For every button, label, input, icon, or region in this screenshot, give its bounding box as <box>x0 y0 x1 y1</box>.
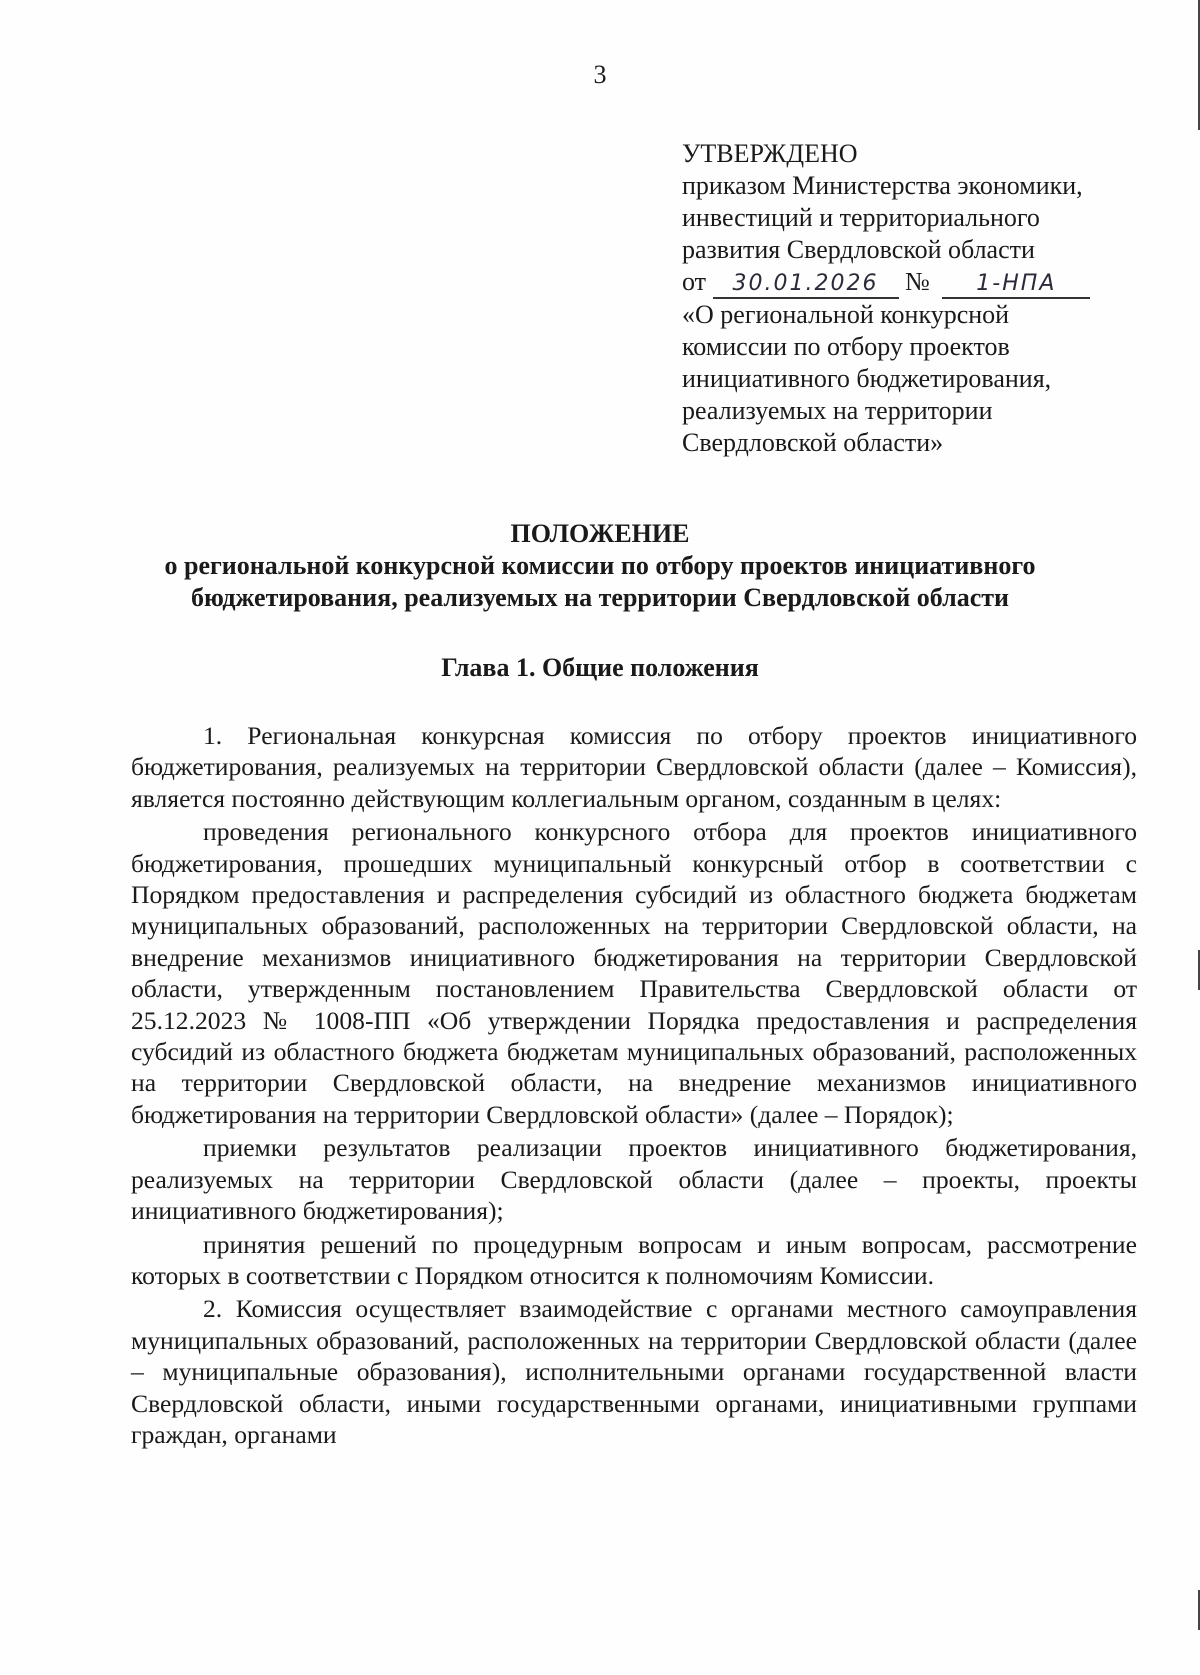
approval-order-title: комиссии по отбору проектов <box>682 332 1010 361</box>
paragraph: проведения регионального конкурсного отбора для проектов инициативного бюджетирования, прошедших муниципальный конкурсный отбор в соответствии с Порядком предоставления и распределения субсидий из областного бюджета бюджетам муниципальных образований, расположенных на территории Свердловской области, на внедрение механизмов инициативного бюджетирования на территории Свердловской области, утвержденным постановлением Правительства Свердловской области от 25.12.2023 № 1008-ПП «Об утверждении Порядка предоставления и распределения субсидий из областного бюджета бюджетам муниципальных образований, расположенных на территории Свердловской области, на внедрение механизмов инициативного бюджетирования на территории Свердловской области» (далее – Порядок); <box>131 817 1137 1129</box>
approval-stamp-block <box>682 138 1152 459</box>
chapter-heading: Глава 1. Общие положения <box>441 653 759 682</box>
handwritten-number: 1-НПА <box>942 271 1090 299</box>
paragraph: 2. Комиссия осуществляет взаимодействие с органами местного самоуправления муниципальных образований, расположенных на территории Свердловской области (далее – муниципальные образования), исполнительными органами государственной власти Свердловской области, иными государственными органами, инициативными группами граждан, органами <box>131 1294 1137 1449</box>
approval-order-title: «О региональной конкурсной <box>682 300 1010 329</box>
document-title-subtitle: бюджетирования, реализуемых на территории Свердловской области <box>190 583 1010 612</box>
paragraph: приемки результатов реализации проектов инициативного бюджетирования, реализуемых на территории Свердловской области (далее – проекты, проекты инициативного бюджетирования); <box>131 1133 1137 1226</box>
paragraph: 1. Региональная конкурсная комиссия по отбору проектов инициативного бюджетирования, реализуемых на территории Свердловской области (далее – Комиссия), является постоянно действующим коллегиальным органом, созданным в целях: <box>131 721 1137 813</box>
approval-line: развития Свердловской области <box>682 235 1035 264</box>
document-title-subtitle: о региональной конкурсной комиссии по отбору проектов инициативного <box>164 551 1036 580</box>
approval-line: приказом Министерства экономики, <box>682 171 1083 200</box>
approval-order-title: инициативного бюджетирования, <box>682 364 1052 393</box>
approval-date-number-line <box>682 266 1152 299</box>
handwritten-date: 30.01.2026 <box>713 271 899 299</box>
date-prefix: от <box>682 267 707 296</box>
number-sign: № <box>905 267 930 296</box>
document-title-main: ПОЛОЖЕНИЕ <box>510 519 690 548</box>
document-title <box>0 518 1200 614</box>
approval-order-title: Свердловской области» <box>682 428 944 457</box>
approval-line: инвестиций и территориального <box>682 203 1040 232</box>
approval-order-title: реализуемых на территории <box>682 396 993 425</box>
document-body <box>131 720 1137 1452</box>
approval-heading: УТВЕРЖДЕНО <box>682 139 858 168</box>
page-number: 3 <box>593 60 607 89</box>
paragraph: принятия решений по процедурным вопросам и иным вопросам, рассмотрение которых в соответствии с Порядком относится к полномочиям Комиссии. <box>131 1229 1137 1290</box>
